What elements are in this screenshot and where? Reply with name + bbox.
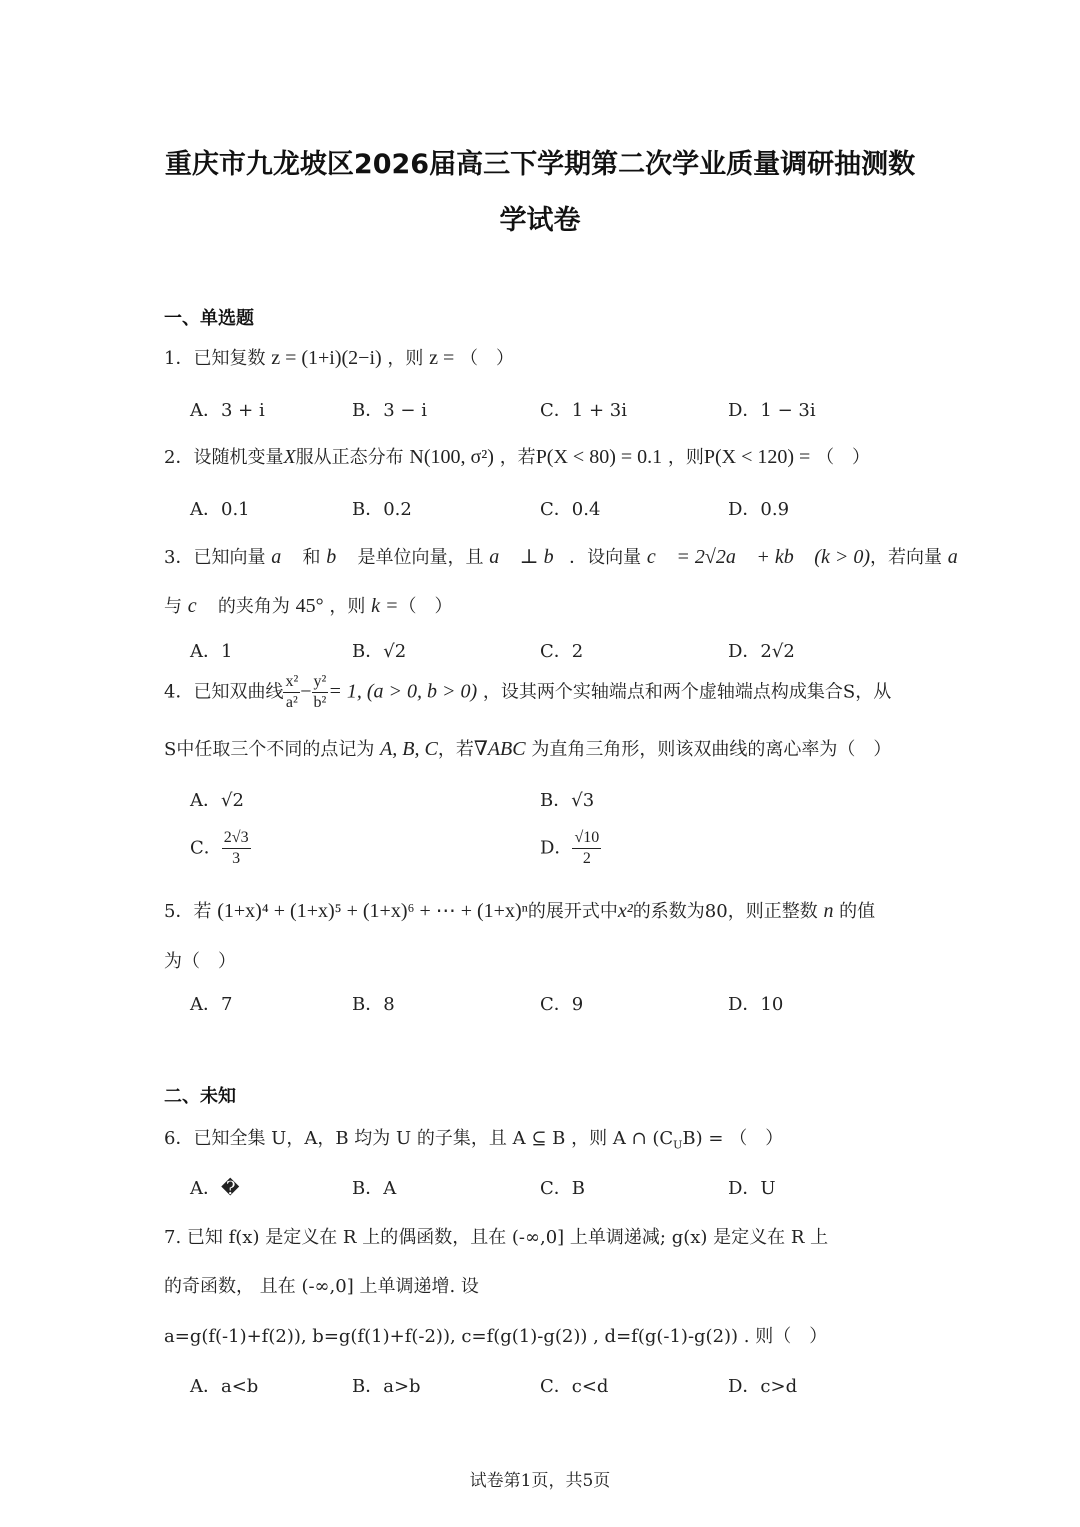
q7-option-b: B．a>b	[352, 1376, 421, 1397]
q4-frac-y-den: b²	[313, 694, 327, 711]
q1-option-d: D．1 − 3i	[728, 400, 816, 421]
q3-line2-b: 的夹角为	[217, 596, 290, 617]
q3-c-def: c⃗ = 2√2a⃗ + kb⃗ (k > 0)	[646, 546, 870, 568]
q3-line2-c: ，则	[329, 596, 366, 617]
q6-option-b: B．A	[352, 1178, 397, 1199]
page-title-line2: 学试卷	[499, 205, 581, 236]
q1-expression: z = (1+i)(2−i)	[271, 347, 382, 369]
q5-x2: x²	[617, 900, 633, 922]
q6-blank: （ ）	[729, 1128, 784, 1149]
q3-option-c: C．2	[540, 641, 584, 662]
q4-option-d-label: D．	[540, 837, 573, 859]
q5-stem-d: 的值	[839, 901, 876, 922]
q5-stem-c: 的系数为80，则正整数	[632, 901, 818, 922]
question-7-line3: a=g(f(-1)+f(2)), b=g(f(1)+f(-2)), c=f(g(1)-g(2)) , d=f(g(-1)-g(2)) . 则（ ）	[164, 1326, 828, 1347]
question-7-line1: 7. 已知 f(x) 是定义在 R 上的偶函数，且在 (-∞,0] 上单调递减; g(x) 是定义在 R 上	[164, 1227, 829, 1248]
q4-line2-a: S中任取三个不同的点记为	[164, 739, 375, 760]
q3-line2-a: 与	[164, 596, 182, 617]
q4-stem-b: ，设其两个实轴端点和两个虚轴端点构成集合S，从	[482, 681, 892, 703]
q7-option-d: D．c>d	[728, 1376, 798, 1397]
q5-option-b: B．8	[352, 994, 395, 1015]
q1-option-b: B．3 − i	[352, 400, 427, 421]
q2-ask: P(X < 120) =	[703, 446, 811, 468]
q1-ask: z =	[429, 347, 455, 369]
q3-vec-a2: a⃗	[947, 546, 974, 568]
q4-option-c-den: 3	[232, 850, 241, 867]
q2-distribution: N(100, σ²)	[409, 446, 494, 468]
q5-stem: 5．若	[164, 901, 212, 922]
q3-ask: k =	[371, 595, 399, 617]
q3-stem-b: 是单位向量，且	[357, 547, 484, 568]
question-5	[164, 897, 875, 923]
q5-option-a: A．7	[190, 994, 233, 1015]
q2-option-b: B．0.2	[352, 499, 412, 520]
q4-eq-tail: = 1, (a > 0, b > 0)	[328, 680, 478, 703]
page-footer: 试卷第1页，共5页	[469, 1471, 611, 1491]
question-6	[164, 1124, 783, 1152]
q2-stem-c: ，若	[499, 447, 536, 468]
q6-option-c: C．B	[540, 1178, 585, 1199]
q4-points: A, B, C	[380, 738, 438, 760]
q4-option-d-frac	[572, 830, 601, 867]
q4-frac-x-num: x²	[283, 674, 300, 693]
question-3-line2	[164, 592, 452, 618]
section-heading-unknown: 二、未知	[164, 1086, 236, 1107]
q4-option-c-num: 2√3	[222, 830, 251, 849]
q1-option-c: C．1 + 3i	[540, 400, 627, 421]
q1-stem-b: ，则	[387, 348, 424, 369]
q4-option-c	[190, 830, 251, 867]
q2-stem: 2．设随机变量	[164, 447, 284, 468]
q1-blank: （ ）	[460, 348, 515, 369]
q5-option-d: D．10	[728, 994, 784, 1015]
q4-option-d-den: 2	[582, 850, 591, 867]
q2-blank: （ ）	[816, 447, 871, 468]
q3-vec-a: a⃗	[271, 546, 297, 568]
question-4: 4．已知双曲线 $\frac{\text{x²}}{\text{a²}}$ − $\frac{\text{y²}}{\text{b²}}$ = 1, (a > 0, b > 0) ，设其两个实轴端点和两个虚轴端点构成集合S，从	[164, 673, 892, 711]
q3-stem-c: ．设向量	[569, 547, 642, 568]
q6-stem-tail: B) =	[682, 1128, 724, 1149]
q5-n: n	[823, 900, 834, 922]
q3-vec-b: b⃗	[326, 546, 352, 568]
q4-option-d	[540, 830, 601, 867]
q3-stem-d: ，若向量	[870, 547, 942, 568]
q3-perp: a⃗ ⊥ b⃗	[489, 546, 570, 568]
q4-stem: 4．已知双曲线	[164, 681, 284, 703]
q4-frac-x-den: a²	[285, 694, 298, 711]
q4-line2-b: ，若	[437, 739, 474, 760]
q6-option-a: A．�	[190, 1178, 240, 1199]
q2-condition: P(X < 80) = 0.1	[535, 446, 663, 468]
q2-option-d: D．0.9	[728, 499, 790, 520]
q4-option-a: A．√2	[190, 790, 244, 811]
q4-option-c-frac	[222, 830, 251, 867]
q3-angle: 45°	[295, 595, 324, 617]
q3-option-a: A．1	[190, 641, 233, 662]
section-heading-single-choice: 一、单选题	[164, 308, 254, 329]
q7-option-c: C．c<d	[540, 1376, 609, 1397]
q3-and: 和	[302, 547, 321, 568]
q6-sub: U	[673, 1138, 683, 1152]
q4-frac-y-num: y²	[312, 674, 329, 693]
q5-stem-b: 的展开式中	[527, 901, 618, 922]
question-7-line2: 的奇函数， 且在 (-∞,0] 上单调递增. 设	[164, 1276, 479, 1297]
q1-stem: 1．已知复数	[164, 348, 266, 369]
q4-line2-c: 为直角三角形，则该双曲线的离心率为（ ）	[531, 739, 892, 760]
page-title-line1: 重庆市九龙坡区2026届高三下学期第二次学业质量调研抽测数	[164, 149, 916, 180]
question-3	[164, 543, 973, 569]
q2-var: X	[283, 446, 296, 468]
q4-triangle: ∇ABC	[473, 738, 526, 760]
q3-option-b: B．√2	[352, 641, 407, 662]
q2-stem-b: 服从正态分布	[295, 447, 404, 468]
q6-stem: 6．已知全集 U，A，B 均为 U 的子集，且 A ⊆ B ，则 A ∩ (C	[164, 1128, 674, 1149]
q3-blank: （ ）	[398, 596, 453, 617]
q4-option-c-label: C．	[190, 837, 222, 859]
q7-option-a: A．a<b	[190, 1376, 259, 1397]
q3-vec-c: c⃗	[187, 595, 213, 617]
q4-option-d-num: √10	[572, 830, 601, 849]
q4-option-b: B．√3	[540, 790, 595, 811]
q2-option-c: C．0.4	[540, 499, 601, 520]
q3-stem: 3．已知向量	[164, 547, 266, 568]
q2-stem-d: ，则	[667, 447, 704, 468]
q5-option-c: C．9	[540, 994, 584, 1015]
q1-option-a: A．3 + i	[190, 400, 265, 421]
q2-option-a: A．0.1	[190, 499, 250, 520]
question-4-line2	[164, 735, 891, 761]
q5-expression: (1+x)⁴ + (1+x)⁵ + (1+x)⁶ + ⋯ + (1+x)ⁿ	[217, 900, 528, 922]
q6-option-d: D．U	[728, 1178, 776, 1199]
q4-frac-x	[283, 674, 300, 711]
question-2	[164, 443, 870, 469]
question-5-line2: 为（ ）	[164, 951, 236, 972]
q3-option-d: D．2√2	[728, 641, 795, 662]
q4-frac-y	[312, 674, 329, 711]
question-1	[164, 344, 514, 370]
